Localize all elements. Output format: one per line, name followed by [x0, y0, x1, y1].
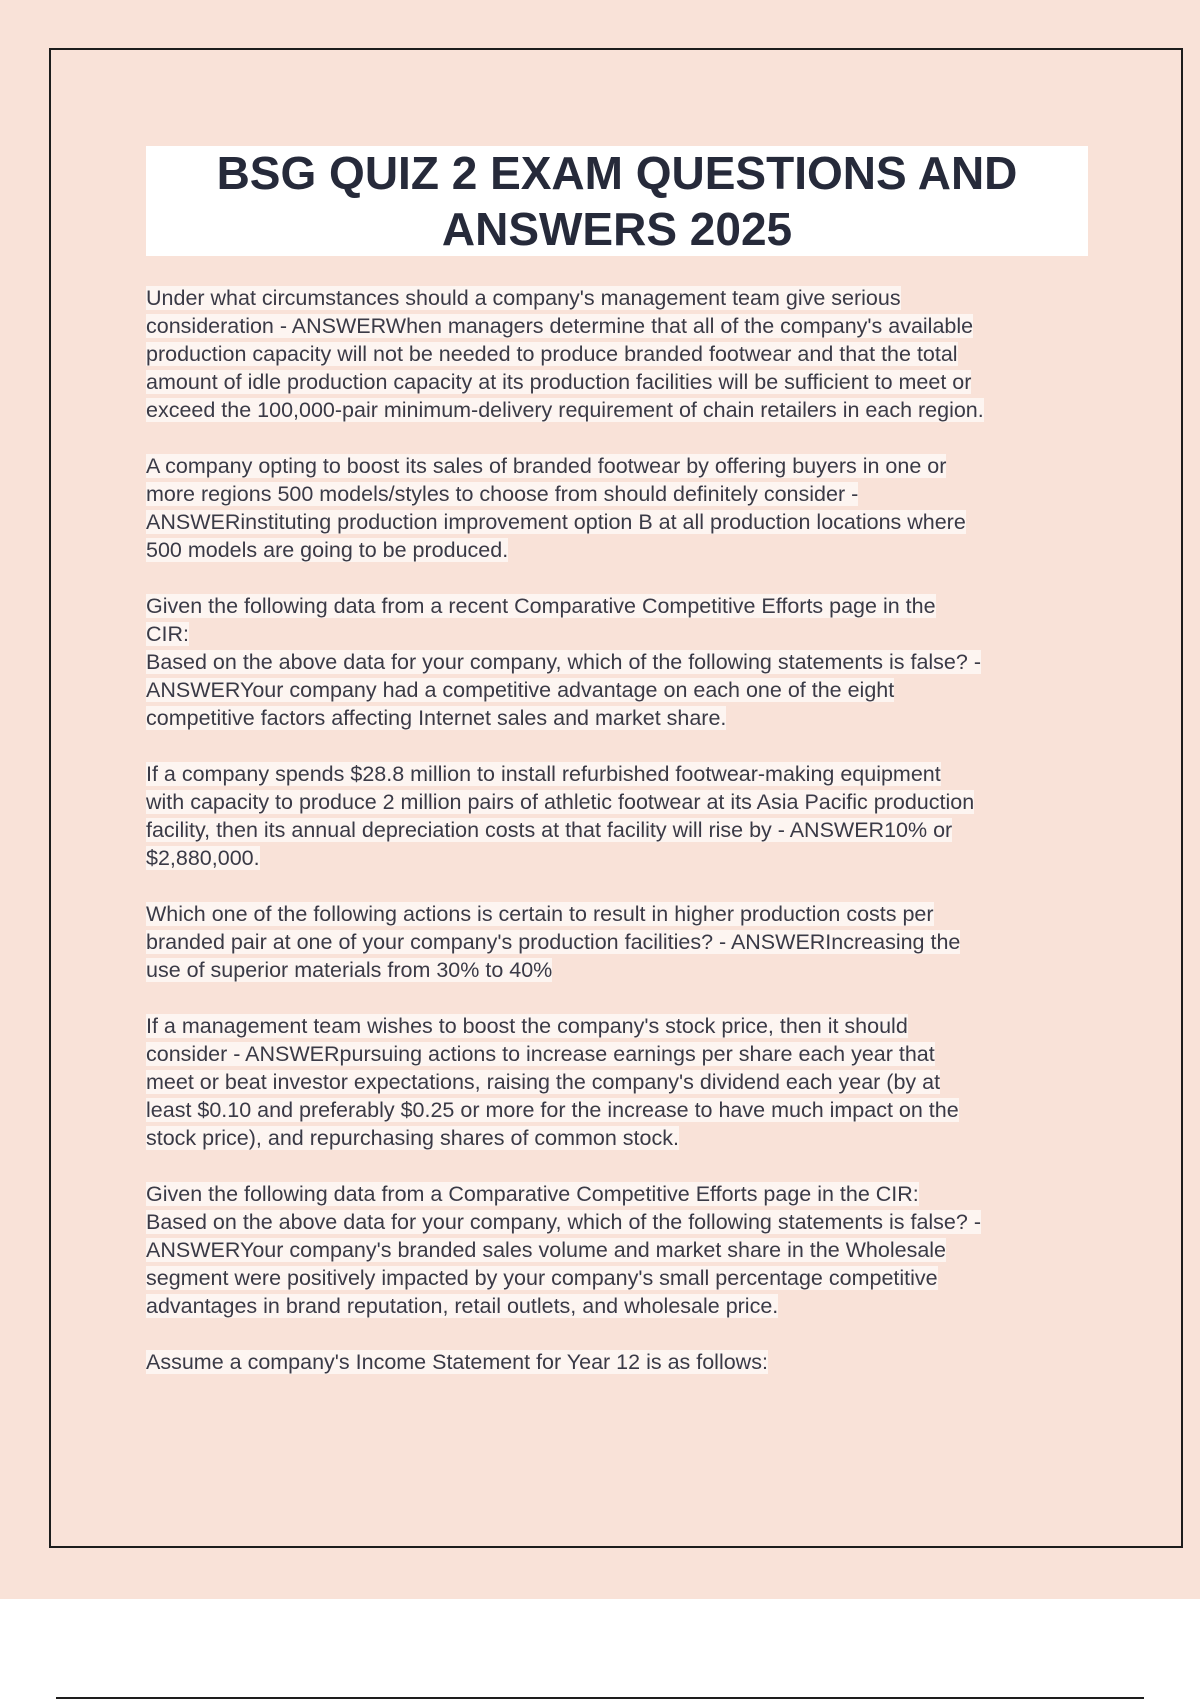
qa-line-text: branded pair at one of your company's production facilities? - ANSWERIncreasing the — [146, 930, 961, 954]
footer-divider — [56, 1697, 1144, 1699]
qa-line — [146, 676, 1096, 704]
qa-line-text: ANSWERYour company's branded sales volume and market share in the Wholesale — [146, 1238, 947, 1262]
qa-line — [146, 284, 1096, 312]
qa-line — [146, 816, 1096, 844]
qa-paragraph — [146, 1012, 1096, 1152]
qa-line-text: Based on the above data for your company, which of the following statements is false? - — [146, 1210, 981, 1234]
qa-line-text: segment were positively impacted by your company's small percentage competitive — [146, 1266, 938, 1290]
qa-line — [146, 536, 1096, 564]
qa-line — [146, 1040, 1096, 1068]
qa-line — [146, 1208, 1096, 1236]
qa-line-text: Given the following data from a recent Comparative Competitive Efforts page in the — [146, 594, 936, 618]
qa-line — [146, 1068, 1096, 1096]
qa-paragraph — [146, 452, 1096, 564]
qa-paragraph — [146, 1348, 1096, 1376]
qa-line-text: Based on the above data for your company, which of the following statements is false? - — [146, 650, 981, 674]
title-line-2: ANSWERS 2025 — [441, 203, 793, 255]
qa-paragraph — [146, 284, 1096, 424]
qa-line — [146, 704, 1096, 732]
qa-line — [146, 844, 1096, 872]
qa-paragraph — [146, 592, 1096, 732]
qa-line — [146, 1180, 1096, 1208]
qa-line — [146, 928, 1096, 956]
qa-line — [146, 312, 1096, 340]
qa-line-text: Assume a company's Income Statement for Year 12 is as follows: — [146, 1350, 768, 1374]
qa-line — [146, 648, 1096, 676]
qa-line — [146, 340, 1096, 368]
qa-line-text: If a management team wishes to boost the company's stock price, then it should — [146, 1014, 908, 1038]
qa-line — [146, 1236, 1096, 1264]
qa-line-text: consideration - ANSWERWhen managers determine that all of the company's available — [146, 314, 974, 338]
qa-line — [146, 1124, 1096, 1152]
qa-line-text: more regions 500 models/styles to choose from should definitely consider - — [146, 482, 859, 506]
qa-line-text: A company opting to boost its sales of branded footwear by offering buyers in one or — [146, 454, 947, 478]
qa-line — [146, 508, 1096, 536]
qa-paragraph — [146, 1180, 1096, 1320]
qa-line — [146, 760, 1096, 788]
qa-list — [146, 284, 1096, 1404]
qa-line-text: competitive factors affecting Internet sales and market share. — [146, 706, 727, 730]
qa-line — [146, 480, 1096, 508]
qa-line-text: least $0.10 and preferably $0.25 or more for the increase to have much impact on the — [146, 1098, 959, 1122]
qa-line-text: meet or beat investor expectations, raising the company's dividend each year (by at — [146, 1070, 941, 1094]
qa-line-text: stock price), and repurchasing shares of common stock. — [146, 1126, 679, 1150]
qa-paragraph — [146, 760, 1096, 872]
qa-line-text: exceed the 100,000-pair minimum-delivery requirement of chain retailers in each region. — [146, 398, 984, 422]
qa-line — [146, 396, 1096, 424]
qa-line — [146, 1264, 1096, 1292]
qa-line-text: production capacity will not be needed to produce branded footwear and that the total — [146, 342, 958, 366]
qa-line — [146, 956, 1096, 984]
qa-line — [146, 1096, 1096, 1124]
qa-paragraph — [146, 900, 1096, 984]
qa-line-text: consider - ANSWERpursuing actions to increase earnings per share each year that — [146, 1042, 935, 1066]
qa-line — [146, 900, 1096, 928]
qa-line-text: amount of idle production capacity at its production facilities will be sufficient to meet or — [146, 370, 972, 394]
qa-line-text: ANSWERYour company had a competitive advantage on each one of the eight — [146, 678, 895, 702]
qa-line-text: $2,880,000. — [146, 846, 260, 870]
qa-line-text: Under what circumstances should a company's management team give serious — [146, 286, 901, 310]
qa-line-text: CIR: — [146, 622, 189, 646]
qa-line — [146, 1292, 1096, 1320]
qa-line-text: Given the following data from a Comparative Competitive Efforts page in the CIR: — [146, 1182, 919, 1206]
qa-line — [146, 368, 1096, 396]
qa-line — [146, 1348, 1096, 1376]
qa-line-text: with capacity to produce 2 million pairs of athletic footwear at its Asia Pacific production — [146, 790, 975, 814]
qa-line-text: use of superior materials from 30% to 40% — [146, 958, 553, 982]
qa-line-text: Which one of the following actions is certain to result in higher production costs per — [146, 902, 934, 926]
qa-line-text: 500 models are going to be produced. — [146, 538, 509, 562]
qa-line — [146, 788, 1096, 816]
qa-line-text: facility, then its annual depreciation costs at that facility will rise by - ANSWER10% or — [146, 818, 953, 842]
qa-line-text: advantages in brand reputation, retail outlets, and wholesale price. — [146, 1294, 779, 1318]
qa-line-text: ANSWERinstituting production improvement option B at all production locations where — [146, 510, 966, 534]
page-title — [146, 146, 1088, 256]
qa-line — [146, 592, 1096, 620]
qa-line — [146, 1012, 1096, 1040]
title-line-1: BSG QUIZ 2 EXAM QUESTIONS AND — [216, 147, 1018, 199]
qa-line — [146, 452, 1096, 480]
qa-line-text: If a company spends $28.8 million to install refurbished footwear-making equipment — [146, 762, 941, 786]
qa-line — [146, 620, 1096, 648]
